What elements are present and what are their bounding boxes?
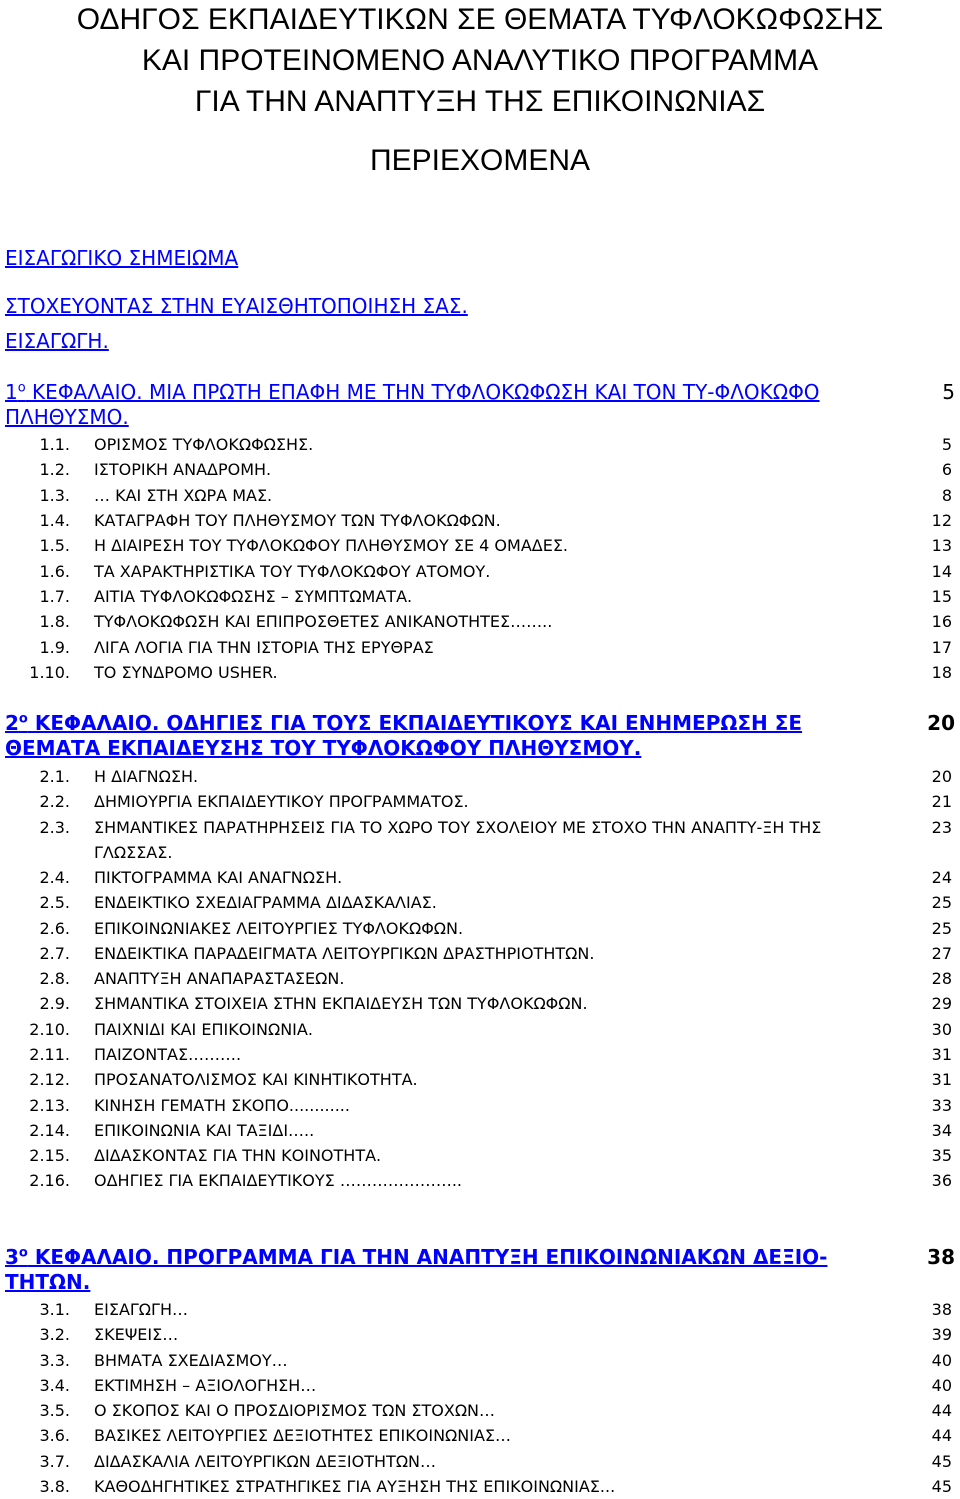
section-page: 21 xyxy=(931,792,952,811)
section-number: 2.3. xyxy=(39,818,70,837)
section-title: ΕΝΔΕΙΚΤΙΚΑ ΠΑΡΑΔΕΙΓΜΑΤΑ ΛΕΙΤΟΥΡΓΙΚΩΝ ΔΡΑΣΤΗΡΙΟΤΗΤΩΝ. xyxy=(94,944,595,963)
chapter-3-heading[interactable] xyxy=(5,1245,955,1295)
section-title: ΤΟ ΣΥΝΔΡΟΜΟ USHER. xyxy=(94,663,278,682)
chapter-ordinal: ο xyxy=(18,1245,28,1261)
section-page: 16 xyxy=(931,612,952,631)
section-page: 39 xyxy=(931,1325,952,1344)
section-page: 31 xyxy=(931,1070,952,1089)
section-title: ΕΚΤΙΜΗΣΗ – ΑΞΙΟΛΟΓΗΣΗ… xyxy=(94,1376,317,1395)
chapter-title: ΚΕΦΑΛΑΙΟ. ΠΡΟΓΡΑΜΜΑ ΓΙΑ ΤΗΝ ΑΝΑΠΤΥΞΗ ΕΠΙΚΟΙΝΩΝΙΑΚΩΝ ΔΕΞΙΟ-ΤΗΤΩΝ. xyxy=(5,1245,828,1294)
link-intro-note[interactable]: ΕΙΣΑΓΩΓΙΚΟ ΣΗΜΕΙΩΜΑ xyxy=(5,246,239,270)
section-title: ΕΝΔΕΙΚΤΙΚΟ ΣΧΕΔΙΑΓΡΑΜΜΑ ΔΙΔΑΣΚΑΛΙΑΣ. xyxy=(94,893,437,912)
section-title: Η ΔΙΑΙΡΕΣΗ ΤΟΥ ΤΥΦΛΟΚΩΦΟΥ ΠΛΗΘΥΣΜΟΥ ΣΕ 4 ΟΜΑΔΕΣ. xyxy=(94,536,569,555)
section-title: ΟΡΙΣΜΟΣ ΤΥΦΛΟΚΩΦΩΣΗΣ. xyxy=(94,435,314,454)
section-title: Ο ΣΚΟΠΟΣ ΚΑΙ Ο ΠΡΟΣΔΙΟΡΙΣΜΟΣ ΤΩΝ ΣΤΟΧΩΝ… xyxy=(94,1401,496,1420)
section-number: 3.8. xyxy=(39,1477,70,1496)
section-number: 3.7. xyxy=(39,1452,70,1471)
section-number: 2.6. xyxy=(39,919,70,938)
section-number: 1.4. xyxy=(39,511,70,530)
section-page: 23 xyxy=(931,818,952,837)
section-page: 44 xyxy=(931,1401,952,1420)
section-number: 3.5. xyxy=(39,1401,70,1420)
section-page: 40 xyxy=(931,1351,952,1370)
chapter-number: 2 xyxy=(5,711,19,735)
link-introduction[interactable]: ΕΙΣΑΓΩΓΗ. xyxy=(5,329,109,353)
section-number: 3.2. xyxy=(39,1325,70,1344)
section-page: 20 xyxy=(931,767,952,786)
section-number: 2.1. xyxy=(39,767,70,786)
section-number: 2.10. xyxy=(29,1020,70,1039)
section-title: ΠΑΙΧΝΙΔΙ ΚΑΙ ΕΠΙΚΟΙΝΩΝΙΑ. xyxy=(94,1020,313,1039)
section-number: 1.5. xyxy=(39,536,70,555)
section-page: 28 xyxy=(931,969,952,988)
section-page: 45 xyxy=(931,1452,952,1471)
chapter-number: 1 xyxy=(5,380,18,404)
section-number: 1.7. xyxy=(39,587,70,606)
section-number: 2.11. xyxy=(29,1045,70,1064)
section-title: ΚΑΤΑΓΡΑΦΗ ΤΟΥ ΠΛΗΘΥΣΜΟΥ ΤΩΝ ΤΥΦΛΟΚΩΦΩΝ. xyxy=(94,511,501,530)
chapter-ordinal: ο xyxy=(18,711,28,727)
section-page: 24 xyxy=(931,868,952,887)
chapter-page: 20 xyxy=(927,711,955,735)
section-page: 8 xyxy=(941,486,952,505)
section-number: 2.14. xyxy=(29,1121,70,1140)
section-page: 25 xyxy=(931,919,952,938)
section-number: 2.8. xyxy=(39,969,70,988)
section-title: ΚΑΘΟΔΗΓΗΤΙΚΕΣ ΣΤΡΑΤΗΓΙΚΕΣ ΓΙΑ ΑΥΞΗΣΗ ΤΗΣ ΕΠΙΚΟΙΝΩΝΙΑΣ... xyxy=(94,1477,616,1496)
title-line: ΓΙΑ ΤΗΝ ΑΝΑΠΤΥΞΗ ΤΗΣ ΕΠΙΚΟΙΝΩΝΙΑΣ xyxy=(194,85,766,118)
section-page: 25 xyxy=(931,893,952,912)
section-number: 1.9. xyxy=(39,638,70,657)
section-page: 44 xyxy=(931,1426,952,1445)
section-title: ΣΗΜΑΝΤΙΚΑ ΣΤΟΙΧΕΙΑ ΣΤΗΝ ΕΚΠΑΙΔΕΥΣΗ ΤΩΝ ΤΥΦΛΟΚΩΦΩΝ. xyxy=(94,994,588,1013)
section-number: 2.2. xyxy=(39,792,70,811)
section-title: ΣΚΕΨΕΙΣ… xyxy=(94,1325,179,1344)
section-title: Η ΔΙΑΓΝΩΣΗ. xyxy=(94,767,199,786)
section-page: 30 xyxy=(931,1020,952,1039)
section-title: ΠΙΚΤΟΓΡΑΜΜΑ ΚΑΙ ΑΝΑΓΝΩΣΗ. xyxy=(94,868,343,887)
section-number: 1.1. xyxy=(39,435,70,454)
section-title: ΕΠΙΚΟΙΝΩΝΙΑ ΚΑΙ ΤΑΞΙΔΙ….. xyxy=(94,1121,315,1140)
section-title: ΒΗΜΑΤΑ ΣΧΕΔΙΑΣΜΟΥ… xyxy=(94,1351,288,1370)
section-title: ΒΑΣΙΚΕΣ ΛΕΙΤΟΥΡΓΙΕΣ ΔΕΞΙΟΤΗΤΕΣ ΕΠΙΚΟΙΝΩΝΙΑΣ… xyxy=(94,1426,512,1445)
section-number: 1.2. xyxy=(39,460,70,479)
section-number: 2.15. xyxy=(29,1146,70,1165)
section-number: 3.4. xyxy=(39,1376,70,1395)
section-title: ΛΙΓΑ ΛΟΓΙΑ ΓΙΑ ΤΗΝ ΙΣΤΟΡΙΑ ΤΗΣ ΕΡΥΘΡΑΣ xyxy=(94,638,434,657)
section-page: 36 xyxy=(931,1171,952,1190)
title-line: ΚΑΙ ΠΡΟΤΕΙΝΟΜΕΝΟ ΑΝΑΛΥΤΙΚΟ ΠΡΟΓΡΑΜΜΑ xyxy=(141,44,819,77)
section-page: 31 xyxy=(931,1045,952,1064)
section-number: 1.10. xyxy=(29,663,70,682)
section-page: 12 xyxy=(931,511,952,530)
chapter-page: 5 xyxy=(942,380,955,404)
section-title: ΤΥΦΛΟΚΩΦΩΣΗ ΚΑΙ ΕΠΙΠΡΟΣΘΕΤΕΣ ΑΝΙΚΑΝΟΤΗΤΕΣ…….. xyxy=(94,612,553,631)
chapter-ordinal: ο xyxy=(17,380,26,396)
document-title xyxy=(0,0,960,122)
section-title: ΤΑ ΧΑΡΑΚΤΗΡΙΣΤΙΚΑ ΤΟΥ ΤΥΦΛΟΚΩΦΟΥ ΑΤΟΜΟΥ. xyxy=(94,562,491,581)
section-title: ΠΑΙΖΟΝΤΑΣ………. xyxy=(94,1045,242,1064)
section-title: ΕΙΣΑΓΩΓΗ… xyxy=(94,1300,188,1319)
section-page: 5 xyxy=(941,435,952,454)
section-title: … ΚΑΙ ΣΤΗ ΧΩΡΑ ΜΑΣ. xyxy=(94,486,273,505)
section-title: ΙΣΤΟΡΙΚΗ ΑΝΑΔΡΟΜΗ. xyxy=(94,460,272,479)
section-page: 15 xyxy=(931,587,952,606)
section-page: 18 xyxy=(931,663,952,682)
section-number: 2.12. xyxy=(29,1070,70,1089)
section-page: 6 xyxy=(941,460,952,479)
section-number: 2.9. xyxy=(39,994,70,1013)
section-number: 3.3. xyxy=(39,1351,70,1370)
section-title: ΚΙΝΗΣΗ ΓΕΜΑΤΗ ΣΚΟΠΟ............ xyxy=(94,1096,350,1115)
chapter-title: ΚΕΦΑΛΑΙΟ. ΟΔΗΓΙΕΣ ΓΙΑ ΤΟΥΣ ΕΚΠΑΙΔΕΥΤΙΚΟΥΣ ΚΑΙ ΕΝΗΜΕΡΩΣΗ ΣΕ ΘΕΜΑΤΑ ΕΚΠΑΙΔΕΥΣΗΣ ΤΟΥ ΤΥΦΛΟΚΩΦΟΥ ΠΛΗΘΥΣΜΟΥ. xyxy=(5,711,803,760)
section-title: ΔΙΔΑΣΚΑΛΙΑ ΛΕΙΤΟΥΡΓΙΚΩΝ ΔΕΞΙΟΤΗΤΩΝ… xyxy=(94,1452,437,1471)
section-page: 27 xyxy=(931,944,952,963)
link-awareness[interactable]: ΣΤΟΧΕΥΟΝΤΑΣ ΣΤΗΝ ΕΥΑΙΣΘΗΤΟΠΟΙΗΣΗ ΣΑΣ. xyxy=(5,294,468,318)
section-number: 2.5. xyxy=(39,893,70,912)
title-line: ΟΔΗΓΟΣ ΕΚΠΑΙΔΕΥΤΙΚΩΝ ΣΕ ΘΕΜΑΤΑ ΤΥΦΛΟΚΩΦΩΣΗΣ xyxy=(76,3,884,36)
section-page: 13 xyxy=(931,536,952,555)
section-title: ΠΡΟΣΑΝΑΤΟΛΙΣΜΟΣ ΚΑΙ ΚΙΝΗΤΙΚΟΤΗΤΑ. xyxy=(94,1070,418,1089)
section-title: ΑΙΤΙΑ ΤΥΦΛΟΚΩΦΩΣΗΣ – ΣΥΜΠΤΩΜΑΤΑ. xyxy=(94,587,413,606)
section-page: 34 xyxy=(931,1121,952,1140)
chapter-2-heading[interactable] xyxy=(5,711,955,761)
section-page: 17 xyxy=(931,638,952,657)
section-number: 3.6. xyxy=(39,1426,70,1445)
section-title: ΑΝΑΠΤΥΞΗ ΑΝΑΠΑΡΑΣΤΑΣΕΩΝ. xyxy=(94,969,345,988)
chapter-title: ΚΕΦΑΛΑΙΟ. ΜΙΑ ΠΡΩΤΗ ΕΠΑΦΗ ΜΕ ΤΗΝ ΤΥΦΛΟΚΩΦΩΣΗ ΚΑΙ ΤΟΝ ΤΥ-ΦΛΟΚΩΦΟ ΠΛΗΘΥΣΜΟ. xyxy=(5,380,820,429)
section-number: 2.4. xyxy=(39,868,70,887)
chapter-1-heading[interactable] xyxy=(5,380,955,430)
section-page: 33 xyxy=(931,1096,952,1115)
section-number: 1.6. xyxy=(39,562,70,581)
section-number: 2.7. xyxy=(39,944,70,963)
section-page: 35 xyxy=(931,1146,952,1165)
section-number: 1.3. xyxy=(39,486,70,505)
chapter-number: 3 xyxy=(5,1245,19,1269)
section-title: ΟΔΗΓΙΕΣ ΓΙΑ ΕΚΠΑΙΔΕΥΤΙΚΟΥΣ ………………….. xyxy=(94,1171,463,1190)
section-title: ΕΠΙΚΟΙΝΩΝΙΑΚΕΣ ΛΕΙΤΟΥΡΓΙΕΣ ΤΥΦΛΟΚΩΦΩΝ. xyxy=(94,919,464,938)
section-page: 14 xyxy=(931,562,952,581)
section-number: 3.1. xyxy=(39,1300,70,1319)
section-page: 45 xyxy=(931,1477,952,1496)
chapter-page: 38 xyxy=(927,1245,955,1269)
contents-heading: ΠΕΡΙΕΧΟΜΕΝΑ xyxy=(369,144,591,177)
section-number: 2.16. xyxy=(29,1171,70,1190)
section-page: 38 xyxy=(931,1300,952,1319)
section-page: 29 xyxy=(931,994,952,1013)
section-title: ΣΗΜΑΝΤΙΚΕΣ ΠΑΡΑΤΗΡΗΣΕΙΣ ΓΙΑ ΤΟ ΧΩΡΟ ΤΟΥ ΣΧΟΛΕΙΟΥ ΜΕ ΣΤΟΧΟ ΤΗΝ ΑΝΑΠΤΥ-ΞΗ ΤΗΣ ΓΛΩΣΣΑΣ. xyxy=(94,818,822,862)
section-number: 1.8. xyxy=(39,612,70,631)
section-title: ΔΙΔΑΣΚΟΝΤΑΣ ΓΙΑ ΤΗΝ ΚΟΙΝΟΤΗΤΑ. xyxy=(94,1146,382,1165)
section-page: 40 xyxy=(931,1376,952,1395)
section-number: 2.13. xyxy=(29,1096,70,1115)
section-title: ΔΗΜΙΟΥΡΓΙΑ ΕΚΠΑΙΔΕΥΤΙΚΟΥ ΠΡΟΓΡΑΜΜΑΤΟΣ. xyxy=(94,792,469,811)
